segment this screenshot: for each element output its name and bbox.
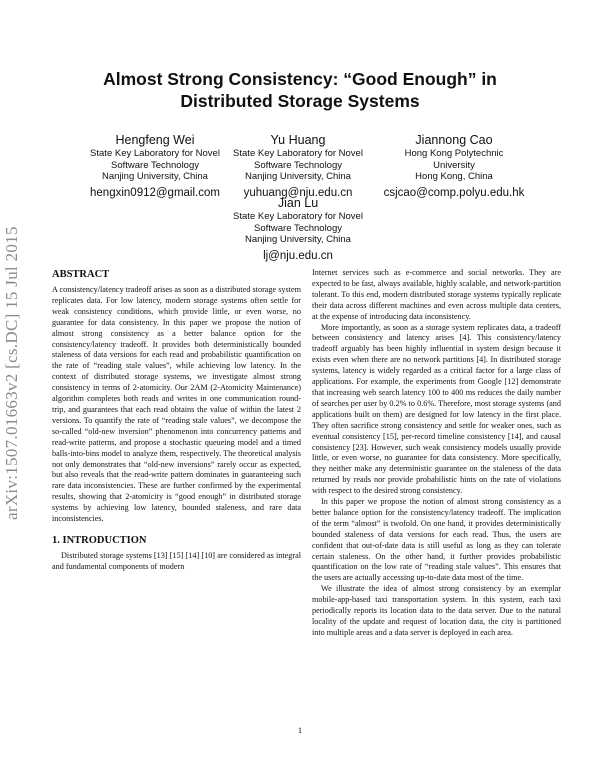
abstract-text: A consistency/latency tradeoff arises as soon as a distributed storage system replicates data. For low latency, modern storage systems often settle for weak consistency conditions, which provide little, or even worse, no guarantee for data consistency. In this paper we propose the notion of almost strong consistency as a better balance option for the consistency/latency tradeoff. It provides both deterministically bounded staleness of data versions for each read and probabilistic quantification on the rate of “reading stale values”, while achieving low latency. In the context of distributed storage systems, we investigate almost strong consistency in terms of 2-atomicity. Our 2AM (2-Atomicity Maintenance) algorithm completes both reads and writes in one communication round-trip, and guarantees that each read obtains the value of within the latest 2 versions. To quantify the rate of “reading stale values”, we decompose the so-called “old-new inversion” phenomenon into concurrency patterns and read-write patterns, and propose a stochastic queueing model and a timed balls-into-bins model to analyze them, respectively. The theoretical analysis not only demonstrates that “old-new inversions” rarely occur as expected, but also reveals that the read-write pattern dominates in guaranteeing such rare data inconsistencies. These are further confirmed by the experimental results, showing that 2-atomicity is “good enough” in distributed storage systems by achieving low latency, bounded staleness, and rare data inconsistencies. xyxy=(52,285,301,524)
right-column xyxy=(312,268,561,639)
author-affiliation: Hong Kong Polytechnic xyxy=(404,148,504,159)
author-affiliation: State Key Laboratory for Novel xyxy=(233,211,363,222)
introduction-heading: 1. INTRODUCTION xyxy=(52,534,147,546)
author-block-1 xyxy=(75,132,235,201)
author-block-2 xyxy=(218,132,378,201)
arxiv-identifier: arXiv:1507.01663v2 [cs.DC] 15 Jul 2015 xyxy=(2,226,21,520)
author-email: hengxin0912@gmail.com xyxy=(90,186,220,199)
author-affiliation: Nanjing University, China xyxy=(245,171,351,182)
author-affiliation: Nanjing University, China xyxy=(245,234,351,245)
page-number: 1 xyxy=(297,725,303,735)
author-name: Jiannong Cao xyxy=(415,133,493,147)
paper-title-line2: Distributed Storage Systems xyxy=(180,91,420,111)
author-name: Hengfeng Wei xyxy=(115,133,195,147)
abstract-heading: ABSTRACT xyxy=(52,269,110,280)
author-affiliation: University xyxy=(433,159,475,171)
author-affiliation: Software Technology xyxy=(110,159,200,171)
body-paragraph: Internet services such as e-commerce and social networks. They are expected to be fast, always available, highly scalable, and network-partition tolerant. To this end, modern distributed storage systems typically replicate their data across different machines and even across multiple data centers, at the expense of introducing data inconsistency. xyxy=(312,268,561,321)
author-name: Jian Lu xyxy=(277,196,319,210)
author-email: csjcao@comp.polyu.edu.hk xyxy=(383,186,525,199)
author-email: lj@nju.edu.cn xyxy=(263,249,333,262)
body-paragraph: More importantly, as soon as a storage system replicates data, a tradeoff between consistency and latency arises [4]. This consistency/latency tradeoff arguably has been highly influential in system design because it exists even when there are no network partitions [4]. In distributed storage systems, latency is widely regarded as a critical factor for a large class of applications. For example, the experiments from Google [12] demonstrate that increasing web search latency 100 to 400 ms reduces the daily number of searches per user by 0.2% to 0.6%. Therefore, most storage systems (and applications built on them) are designed for low latency in the first place. They often sacrifice strong consistency and settle for weaker ones, such as eventual consistency [15], per-record timeline consistency [14], and causal consistency [23]. However, such weak consistency models usually provide little, or even worse, no guarantee for data consistency. More specifically, they neither make any deterministic guarantee on the staleness of the data returned by reads nor provide probabilistic hints on the rate of violations with respect to the desired strong consistency. xyxy=(312,322,561,496)
author-block-3 xyxy=(374,132,534,201)
author-affiliation: Nanjing University, China xyxy=(102,171,208,182)
author-affiliation: State Key Laboratory for Novel xyxy=(90,148,220,159)
body-paragraph: We illustrate the idea of almost strong consistency by an exemplar mobile-app-based taxi transportation system. In this system, each taxi periodically reports its location data to the data server. Due to the natural locality of the update and request of location data, the city is partitioned into multiple areas and a data server is deployed in each area. xyxy=(312,584,561,637)
author-affiliation: Hong Kong, China xyxy=(415,171,493,182)
body-paragraph: In this paper we propose the notion of almost strong consistency as a better balance option for the consistency/latency tradeoff. The implication of the term “almost” is twofold. On one hand, it provides deterministically bounded staleness of data versions for each read. Thus, the users are confident that out-of-date data is still useful as long as they can tolerate certain staleness. On the other hand, it further provides probabilistic quantification on the low rate of “reading stale values”. This ensures that the users are actually accessing up-to-date data most of the time. xyxy=(312,497,561,583)
author-affiliation: Software Technology xyxy=(253,159,343,171)
introduction-text: Distributed storage systems [13] [15] [14] [10] are considered as integral and fundamental components of modern xyxy=(52,550,301,571)
paper-title xyxy=(60,68,540,112)
author-email: yuhuang@nju.edu.cn xyxy=(243,186,353,199)
paper-title-line1: Almost Strong Consistency: “Good Enough” in xyxy=(103,69,497,89)
author-name: Yu Huang xyxy=(270,133,326,147)
author-affiliation: State Key Laboratory for Novel xyxy=(233,148,363,159)
left-column xyxy=(52,268,301,573)
author-block-4 xyxy=(218,195,378,264)
author-affiliation: Software Technology xyxy=(253,222,343,234)
